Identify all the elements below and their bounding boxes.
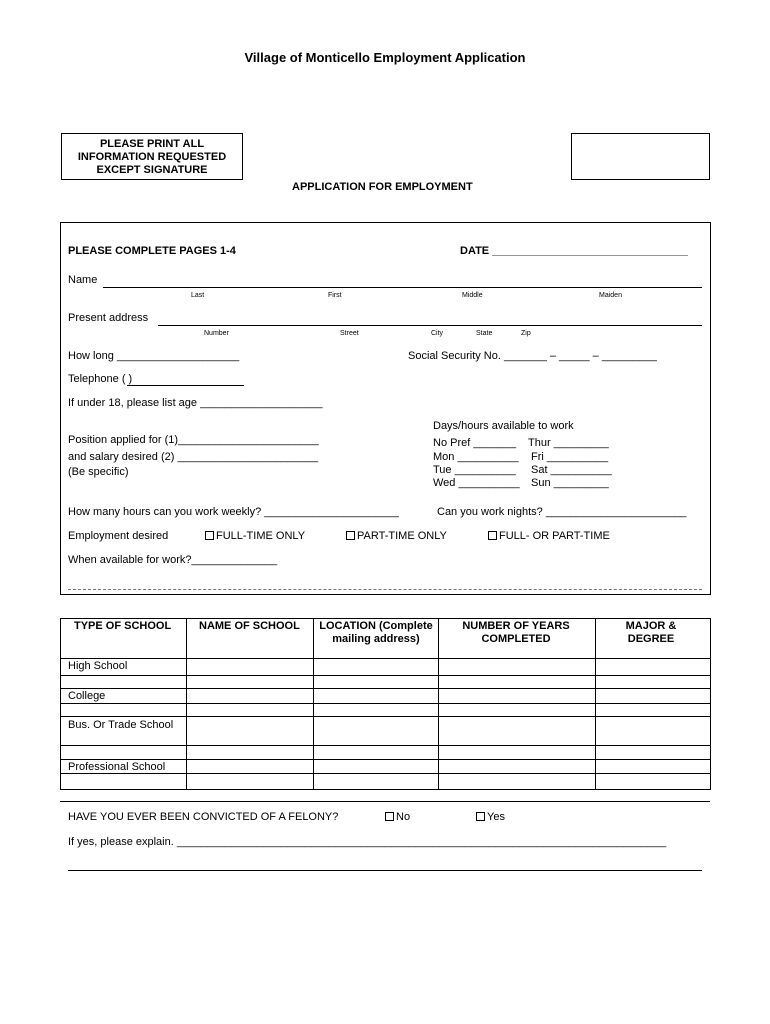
- under-18-field[interactable]: If under 18, please list age ____________________: [68, 397, 323, 409]
- position-note: (Be specific): [68, 466, 129, 478]
- felony-no-option[interactable]: [385, 811, 410, 823]
- address-sub-zip: Zip: [521, 330, 531, 337]
- either-option[interactable]: [488, 530, 610, 542]
- option-label: Yes: [487, 811, 505, 823]
- option-label: No: [396, 811, 411, 823]
- day-field[interactable]: Sun _________: [531, 477, 609, 489]
- row-high-school: High School: [68, 660, 128, 672]
- table-row-line: [60, 688, 710, 689]
- table-row-line: [60, 658, 710, 659]
- table-row-line: [60, 703, 710, 704]
- address-line[interactable]: [158, 325, 702, 326]
- divider: [60, 801, 710, 802]
- option-label: FULL-TIME ONLY: [216, 530, 306, 542]
- hours-weekly-field[interactable]: How many hours can you work weekly? ______________________: [68, 506, 399, 518]
- full-time-option[interactable]: [205, 530, 305, 542]
- extra-line[interactable]: [68, 589, 702, 590]
- option-label: PART-TIME ONLY: [357, 530, 447, 542]
- ssn-field[interactable]: Social Security No. _______ – _____ – _________: [408, 350, 657, 362]
- explain-line[interactable]: [68, 870, 702, 871]
- header-name-of-school: NAME OF SCHOOL: [199, 620, 300, 632]
- days-heading: Days/hours available to work: [433, 420, 574, 432]
- name-sub-first: First: [328, 292, 342, 299]
- instructions: PLEASE COMPLETE PAGES 1-4: [68, 245, 236, 257]
- checkbox-icon[interactable]: [476, 812, 485, 821]
- felony-question: HAVE YOU EVER BEEN CONVICTED OF A FELONY?: [68, 811, 339, 823]
- when-available-field[interactable]: When available for work?______________: [68, 554, 278, 566]
- notice-line: INFORMATION REQUESTED: [77, 151, 227, 163]
- header-years-completed: NUMBER OF YEARS COMPLETED: [462, 620, 570, 645]
- position-field-2[interactable]: and salary desired (2) _______________________: [68, 451, 319, 463]
- option-label: FULL- OR PART-TIME: [499, 530, 610, 542]
- office-use-box: [571, 133, 710, 180]
- row-college: College: [68, 690, 106, 702]
- address-sub-city: City: [431, 330, 444, 337]
- day-field[interactable]: Mon __________: [433, 451, 519, 463]
- how-long-field[interactable]: How long ____________________: [68, 350, 240, 362]
- day-field[interactable]: Thur _________: [528, 437, 609, 449]
- name-line[interactable]: [103, 287, 702, 288]
- day-field[interactable]: Sat __________: [531, 464, 612, 476]
- felony-yes-option[interactable]: [476, 811, 505, 823]
- part-time-option[interactable]: [346, 530, 447, 542]
- telephone-line[interactable]: [127, 385, 244, 386]
- row-trade-school: Bus. Or Trade School: [68, 719, 174, 731]
- header-type-of-school: TYPE OF SCHOOL: [74, 620, 172, 632]
- form-subtitle: APPLICATION FOR EMPLOYMENT: [292, 181, 473, 193]
- address-sub-number: Number: [204, 330, 229, 337]
- table-row-line: [60, 759, 710, 760]
- table-row-line: [60, 675, 710, 676]
- notice-line: EXCEPT SIGNATURE: [96, 164, 208, 176]
- checkbox-icon[interactable]: [488, 531, 497, 540]
- checkbox-icon[interactable]: [346, 531, 355, 540]
- name-sub-last: Last: [191, 292, 205, 299]
- day-field[interactable]: No Pref _______: [433, 437, 517, 449]
- address-sub-street: Street: [340, 330, 359, 337]
- table-row-line: [60, 716, 710, 717]
- header-major-degree: MAJOR & DEGREE: [625, 620, 677, 645]
- day-field[interactable]: Tue __________: [433, 464, 516, 476]
- checkbox-icon[interactable]: [385, 812, 394, 821]
- day-field[interactable]: Wed __________: [433, 477, 520, 489]
- table-row-line: [60, 773, 710, 774]
- table-row-line: [60, 745, 710, 746]
- checkbox-icon[interactable]: [205, 531, 214, 540]
- page-title: Village of Monticello Employment Application: [244, 50, 526, 65]
- nights-field[interactable]: Can you work nights? _______________________: [437, 506, 687, 518]
- date-field[interactable]: DATE ________________________________: [460, 245, 688, 257]
- name-sub-maiden: Maiden: [599, 292, 622, 299]
- header-location: LOCATION (Complete mailing address): [319, 620, 433, 645]
- print-notice-box: [61, 133, 243, 180]
- address-sub-state: State: [476, 330, 493, 337]
- position-field-1[interactable]: Position applied for (1)_______________________: [68, 434, 319, 446]
- notice-line: PLEASE PRINT ALL: [99, 138, 205, 150]
- name-sub-middle: Middle: [462, 292, 483, 299]
- name-label: Name: [68, 274, 98, 286]
- felony-explain-field[interactable]: If yes, please explain. ________________________________________________________________________________: [68, 836, 667, 848]
- row-professional-school: Professional School: [68, 761, 166, 773]
- day-field[interactable]: Fri __________: [531, 451, 609, 463]
- address-label: Present address: [68, 312, 149, 324]
- employment-label: Employment desired: [68, 530, 169, 542]
- telephone-field[interactable]: Telephone ( ): [68, 373, 133, 385]
